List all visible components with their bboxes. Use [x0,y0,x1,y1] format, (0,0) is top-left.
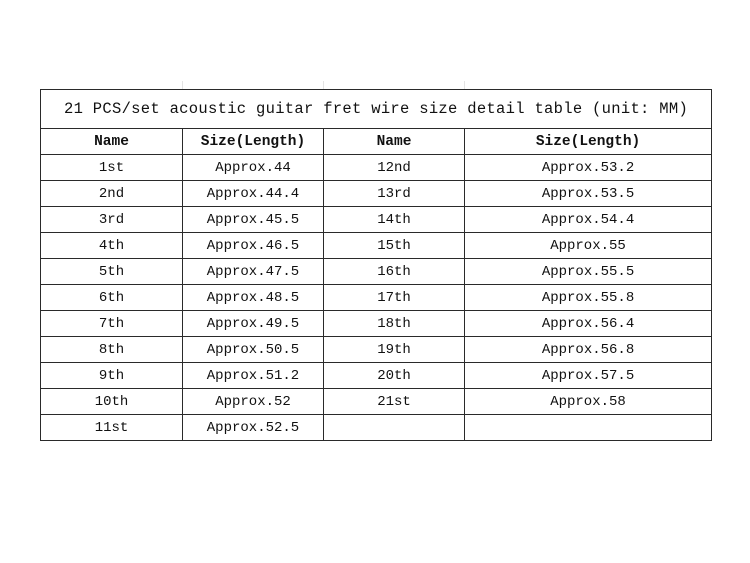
cell-size-right: Approx.54.4 [465,207,712,233]
cell-name-right: 17th [324,285,465,311]
cell-size-right: Approx.55 [465,233,712,259]
gridline-guide [323,81,324,89]
cell-name-left: 9th [41,363,183,389]
fret-wire-size-table-container [40,89,711,441]
cell-size-right: Approx.56.4 [465,311,712,337]
cell-name-left: 4th [41,233,183,259]
header-size-left: Size(Length) [183,129,324,155]
table-row [41,259,712,285]
table-row [41,415,712,441]
table-title: 21 PCS/set acoustic guitar fret wire size detail table (unit: MM) [41,90,712,129]
table-row [41,285,712,311]
table-row [41,155,712,181]
cell-size-right: Approx.55.5 [465,259,712,285]
cell-size-right: Approx.55.8 [465,285,712,311]
cell-size-left: Approx.48.5 [183,285,324,311]
table-row [41,207,712,233]
cell-name-left: 7th [41,311,183,337]
cell-size-left: Approx.44 [183,155,324,181]
cell-size-left: Approx.52.5 [183,415,324,441]
cell-size-left: Approx.46.5 [183,233,324,259]
header-name-left: Name [41,129,183,155]
cell-name-left: 2nd [41,181,183,207]
cell-name-left: 3rd [41,207,183,233]
table-row [41,181,712,207]
table-row [41,311,712,337]
cell-size-left: Approx.50.5 [183,337,324,363]
cell-name-right: 15th [324,233,465,259]
cell-name-left: 6th [41,285,183,311]
cell-name-right [324,415,465,441]
table-row [41,389,712,415]
cell-name-left: 10th [41,389,183,415]
header-size-right: Size(Length) [465,129,712,155]
cell-size-left: Approx.52 [183,389,324,415]
fret-wire-size-table [40,89,712,441]
cell-size-left: Approx.45.5 [183,207,324,233]
cell-name-left: 11st [41,415,183,441]
cell-name-right: 13rd [324,181,465,207]
cell-name-right: 21st [324,389,465,415]
cell-name-left: 8th [41,337,183,363]
cell-size-right: Approx.53.2 [465,155,712,181]
cell-size-right: Approx.57.5 [465,363,712,389]
cell-name-right: 19th [324,337,465,363]
cell-name-right: 16th [324,259,465,285]
cell-name-left: 5th [41,259,183,285]
header-name-right: Name [324,129,465,155]
cell-name-left: 1st [41,155,183,181]
cell-name-right: 20th [324,363,465,389]
table-row [41,337,712,363]
cell-size-right: Approx.58 [465,389,712,415]
cell-name-right: 18th [324,311,465,337]
cell-size-left: Approx.47.5 [183,259,324,285]
cell-size-left: Approx.49.5 [183,311,324,337]
cell-size-left: Approx.51.2 [183,363,324,389]
cell-size-left: Approx.44.4 [183,181,324,207]
cell-size-right: Approx.53.5 [465,181,712,207]
title-row [41,90,712,129]
table-row [41,363,712,389]
gridline-guide [182,81,183,89]
cell-size-right: Approx.56.8 [465,337,712,363]
gridline-guide [464,81,465,89]
table-row [41,233,712,259]
cell-name-right: 12nd [324,155,465,181]
cell-name-right: 14th [324,207,465,233]
table-body [41,155,712,441]
header-row [41,129,712,155]
cell-size-right [465,415,712,441]
